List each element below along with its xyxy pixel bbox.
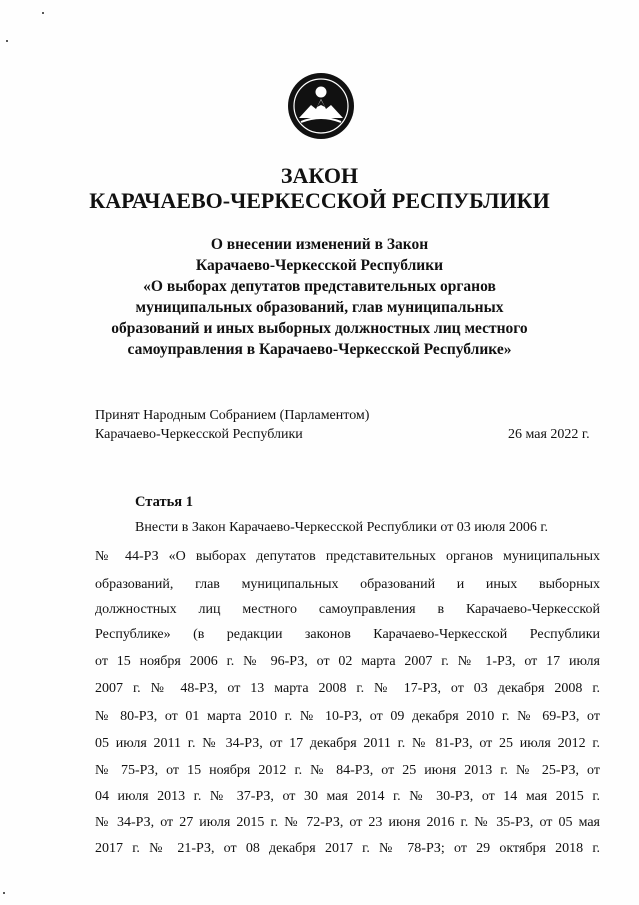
article-text-line: образований, глав муниципальных образований и иных выборных xyxy=(95,577,600,592)
law-subject-line: образований и иных выборных должностных лиц местного xyxy=(111,320,528,337)
law-subject-line: муниципальных образований, глав муниципальных xyxy=(135,299,504,316)
article-text-line: от 15 ноября 2006 г. № 96-РЗ, от 02 марта 2007 г. № 1-РЗ, от 17 июля xyxy=(95,654,600,669)
article-heading: Статья 1 xyxy=(135,494,193,510)
document-title-republic: КАРАЧАЕВО-ЧЕРКЕССКОЙ РЕСПУБЛИКИ xyxy=(89,188,550,213)
article-text-line: № 75-РЗ, от 15 ноября 2012 г. № 84-РЗ, от 25 июня 2013 г. № 25-РЗ, от xyxy=(95,763,600,778)
adoption-statement: Принят Народным Собранием (Парламентом) xyxy=(95,408,370,423)
article-text-line: 04 июля 2013 г. № 37-РЗ, от 30 мая 2014 г. № 30-РЗ, от 14 мая 2015 г. xyxy=(95,789,600,804)
article-text-line: должностных лиц местного самоуправления в Карачаево-Черкесской xyxy=(95,602,600,617)
law-subject-line: «О выборах депутатов представительных органов xyxy=(143,278,496,295)
law-subject-line: Карачаево-Черкесской Республики xyxy=(195,257,444,274)
document-title: ЗАКОН xyxy=(280,163,359,188)
article-text-line: Республике» (в редакции законов Карачаево-Черкесской Республики xyxy=(95,627,600,642)
article-text-line: № 44-РЗ «О выборах депутатов представительных органов муниципальных xyxy=(95,549,600,564)
law-subject-line: О внесении изменений в Закон xyxy=(210,236,429,253)
article-text-line: 2017 г. № 21-РЗ, от 08 декабря 2017 г. № 78-РЗ; от 29 октября 2018 г. xyxy=(95,841,600,856)
article-text-line: № 80-РЗ, от 01 марта 2010 г. № 10-РЗ, от 09 декабря 2010 г. № 69-РЗ, от xyxy=(95,709,600,724)
adoption-date: 26 мая 2022 г. xyxy=(508,427,590,442)
article-text-line: № 34-РЗ, от 27 июля 2015 г. № 72-РЗ, от 23 июня 2016 г. № 35-РЗ, от 05 мая xyxy=(95,815,600,830)
adoption-statement-republic: Карачаево-Черкесской Республики xyxy=(95,427,303,442)
scan-speck xyxy=(3,892,5,894)
scan-speck xyxy=(6,40,8,42)
law-subject-line: самоуправления в Карачаево-Черкесской Республике» xyxy=(127,341,512,358)
karachay-cherkessia-emblem-icon xyxy=(287,72,355,140)
article-text-line: Внести в Закон Карачаево-Черкесской Республики от 03 июля 2006 г. xyxy=(135,520,548,535)
article-text-line: 2007 г. № 48-РЗ, от 13 марта 2008 г. № 17-РЗ, от 03 декабря 2008 г. xyxy=(95,681,600,696)
article-text-line: 05 июля 2011 г. № 34-РЗ, от 17 декабря 2011 г. № 81-РЗ, от 25 июля 2012 г. xyxy=(95,736,600,751)
scan-speck xyxy=(42,12,44,14)
